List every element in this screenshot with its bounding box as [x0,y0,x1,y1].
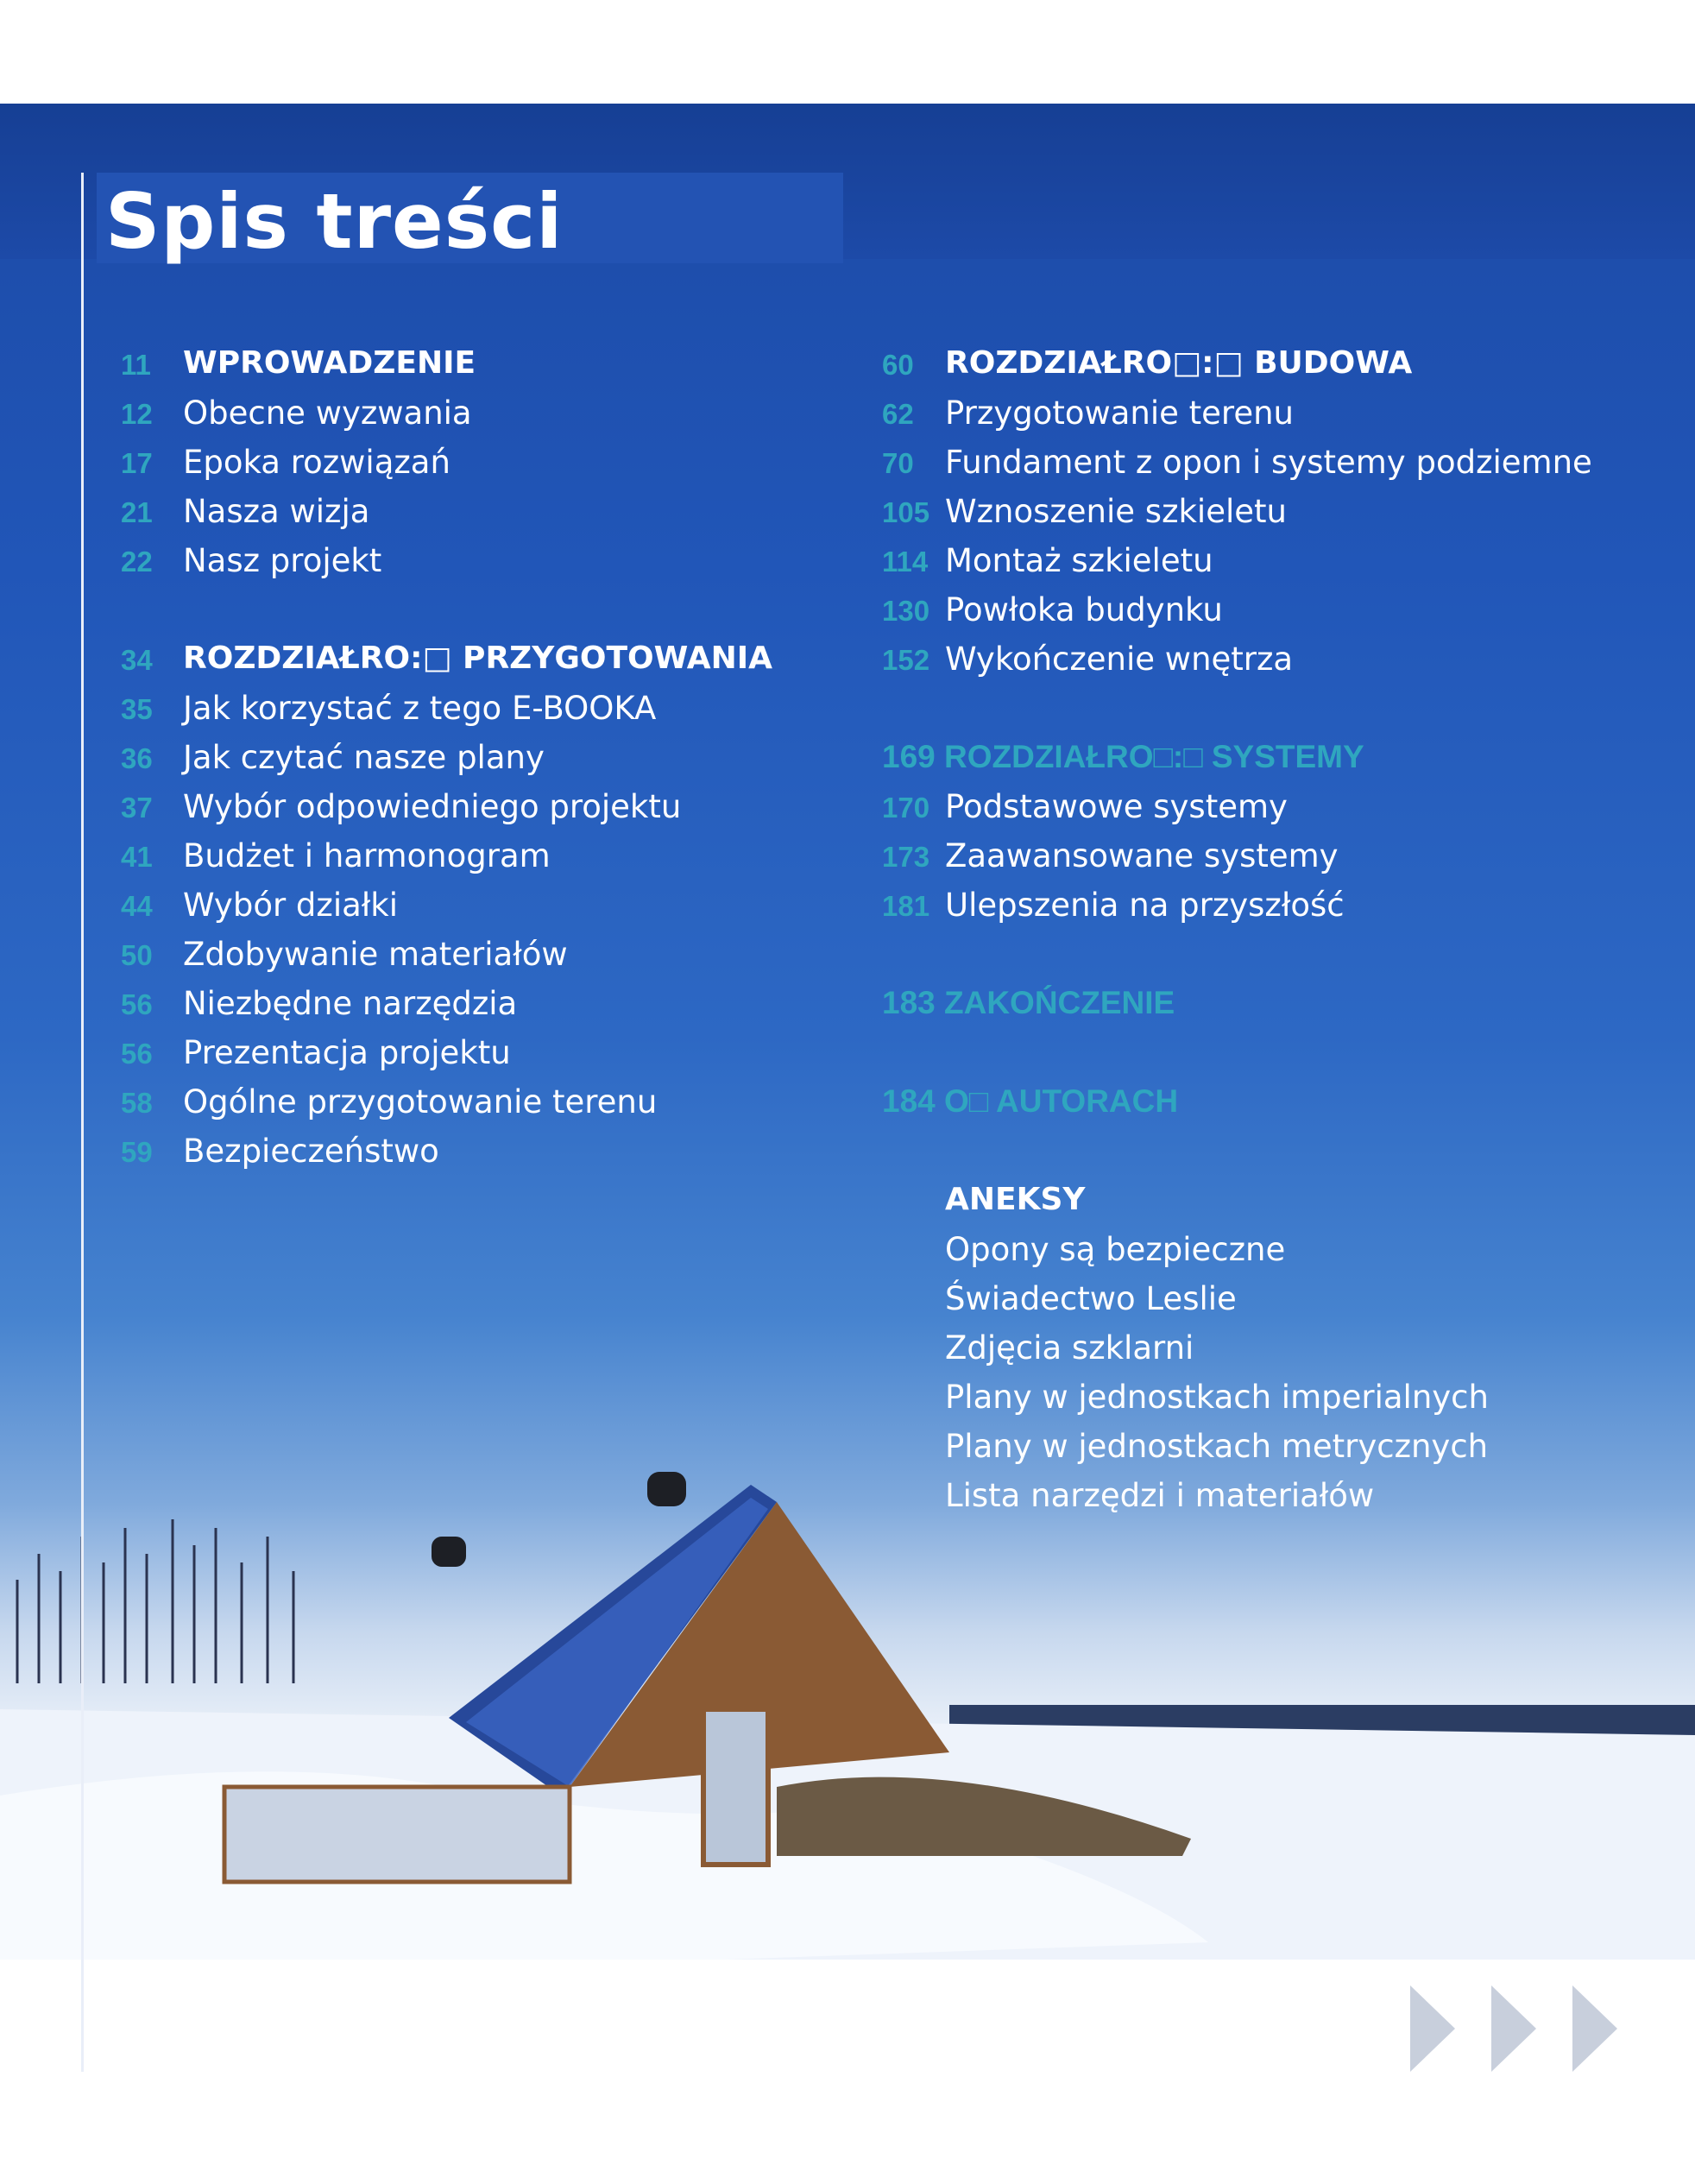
annex-item[interactable]: Lista narzędzi i materiałów [945,1477,1375,1514]
entry-label: WPROWADZENIE [183,345,476,381]
page-number: 56 [121,988,153,1020]
page-number: 12 [121,398,153,430]
page-number: 114 [882,546,929,578]
entry-label: Przygotowanie terenu [945,395,1294,432]
annex-item[interactable]: Świadectwo Leslie [945,1280,1237,1317]
entry-label: Jak czytać nasze plany [183,739,545,776]
page-number: 62 [882,398,914,430]
toc-chapter-heading[interactable]: 183 ZAKOŃCZENIE [882,985,1175,1020]
page-number: 170 [882,792,930,824]
page-number: 70 [882,447,914,479]
entry-label: Powłoka budynku [945,591,1223,628]
page-number: 35 [121,693,153,725]
entry-label: Wznoszenie szkieletu [945,493,1287,530]
page-number: 59 [121,1136,153,1168]
page-number: 36 [121,742,153,774]
entry-label: Wykończenie wnętrza [945,641,1294,678]
entry-label: Zdobywanie materiałów [183,936,568,973]
chimney-left [432,1537,466,1567]
entry-label: Budżet i harmonogram [183,837,551,874]
page-number: 105 [882,496,930,528]
forward-chevron-icon[interactable] [1572,1985,1617,2072]
page-number: 41 [121,841,153,873]
annex-title: ANEKSY [945,1182,1086,1217]
entry-label: Epoka rozwiązań [183,444,451,481]
entry-label: Wybór działki [183,887,399,924]
entry-label: Fundament z opon i systemy podziemne [945,444,1592,481]
annex-item[interactable]: Plany w jednostkach metrycznych [945,1428,1489,1465]
tree-line [17,1519,293,1683]
entry-label: Nasz projekt [183,542,382,579]
page-number: 130 [882,595,930,627]
page-title: Spis treści [105,177,564,266]
forward-chevron-icon[interactable] [1491,1985,1536,2072]
page-number: 56 [121,1038,153,1070]
entry-label: Jak korzystać z tego E-BOOKA [183,690,657,727]
page-number: 60 [882,349,914,381]
forward-chevron-icon[interactable] [1410,1985,1455,2072]
entry-label: Montaż szkieletu [945,542,1213,579]
left-rule [81,173,84,2072]
page-number: 22 [121,546,153,578]
annex-item[interactable]: Opony są bezpieczne [945,1231,1286,1268]
chimney-right [647,1472,686,1506]
greenhouse-illustration [0,1424,1695,1985]
annex-item[interactable]: Plany w jednostkach imperialnych [945,1379,1489,1416]
entry-label: Ulepszenia na przyszłość [945,887,1345,924]
toc-chapter-heading[interactable]: 184 O□ AUTORACH [882,1083,1179,1119]
page-number: 34 [121,644,153,676]
page-number: 152 [882,644,930,676]
page-number: 173 [882,841,930,873]
entry-label: Prezentacja projektu [183,1034,511,1071]
entry-label: Podstawowe systemy [945,788,1288,825]
page-number: 181 [882,890,930,922]
page-number: 21 [121,496,153,528]
door [703,1709,768,1865]
entry-label: Wybór odpowiedniego projektu [183,788,682,825]
toc-chapter-heading[interactable]: 169 ROZDZIAŁRO□:□ SYSTEMY [882,739,1364,774]
entry-label: Zaawansowane systemy [945,837,1339,874]
entry-label: Bezpieczeństwo [183,1133,439,1170]
entry-label: ROZDZIAŁRO□:□ BUDOWA [945,345,1413,381]
page-number: 58 [121,1087,153,1119]
entry-label: Ogólne przygotowanie terenu [183,1083,658,1120]
front-windows [224,1787,570,1882]
page-number: 37 [121,792,153,824]
page-number: 11 [121,349,151,381]
annex-item[interactable]: Zdjęcia szklarni [945,1329,1194,1367]
page-number: 44 [121,890,153,922]
page-number: 50 [121,939,153,971]
entry-label: Obecne wyzwania [183,395,472,432]
entry-label: Niezbędne narzędzia [183,985,518,1022]
entry-label: ROZDZIAŁRO:□ PRZYGOTOWANIA [183,641,772,676]
page-number: 17 [121,447,153,479]
entry-label: Nasza wizja [183,493,370,530]
